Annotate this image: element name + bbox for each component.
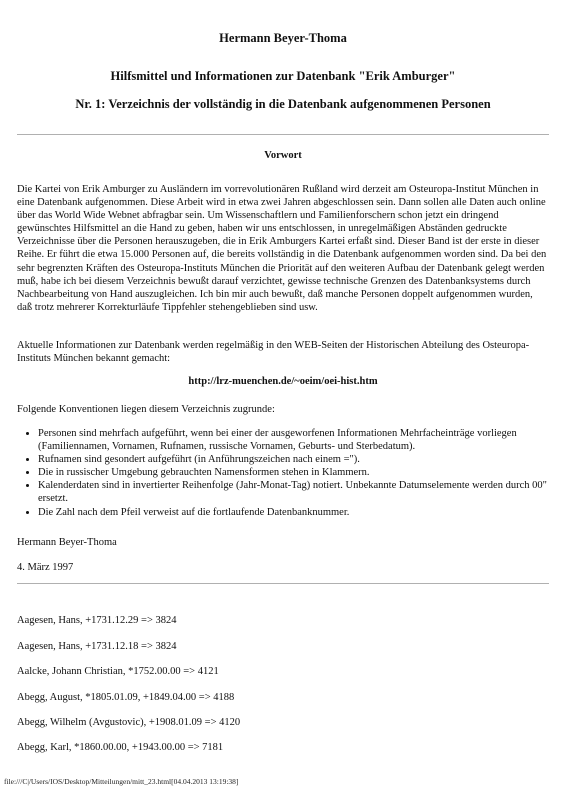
list-item: • Die Zahl nach dem Pfeil verweist auf die fortlaufende Datenbanknummer. bbox=[38, 506, 553, 519]
document-subtitle: Nr. 1: Verzeichnis der vollständig in die Datenbank aufgenommenen Personen bbox=[75, 97, 491, 111]
vorwort-paragraph: Die Kartei von Erik Amburger zu Ausländern im vorrevolutionären Rußland wird derzeit am Osteuropa-Institut München in eine Datenbank aufgenommen. Diese Arbeit wird in etwa zwei Jahren abgeschlossen sein. Dann sollen alle Daten auch online über das World Wide Webnet abfragbar sein. Um Wissenschaftlern und Familienforschern schon jetzt ein dringend gewünschtes Hilfsmittel an die Hand zu geben, haben wir uns entschlossen, in unregelmäßigen Abständen gedruckte Verzeichnisse über die Personen herauszugeben, die in Erik Amburgers Kartei erfaßt sind. Dieser Band ist der erste in dieser Reihe. Er führt die etwa 15.000 Personen auf, die bereits vollständig in die Datenbank aufgenommen worden sind. Da bei den sehr begrenzten Kräften des Osteuropa-Instituts München die Priorität auf den weiteren Aufbau der Datenbank gelegt werden muß, habe ich bei diesem Verzeichnis bewußt darauf verzichtet, gewisse technische Grenzen des Datenbanksystems durch Nachbearbeitung von Hand auszugleichen. Ich bin mir auch bewußt, daß manche Personen doppelt aufgenommen wurden, daß trotz mehrerer Korrekturläufe Tippfehler stehengeblieben sind usw. bbox=[17, 184, 547, 313]
page-footer: file:///C|/Users/IOS/Desktop/Mitteilungen/mitt_23.html[04.04.2013 13:19:38] bbox=[4, 777, 239, 786]
website-link[interactable]: http://lrz-muenchen.de/~oeim/oei-hist.htm bbox=[188, 376, 378, 387]
info-paragraph: Aktuelle Informationen zur Datenbank werden regelmäßig in den WEB-Seiten der Historischen Abteilung des Osteuropa-Instituts München bekannt gemacht: bbox=[17, 340, 530, 365]
author-heading: Hermann Beyer-Thoma bbox=[219, 31, 347, 45]
list-item: • Die in russischer Umgebung gebrauchten Namensformen stehen in Klammern. bbox=[38, 466, 553, 479]
vorwort-heading: Vorwort bbox=[264, 150, 302, 161]
signature-date: 4. März 1997 bbox=[17, 562, 74, 573]
conventions-list bbox=[17, 427, 553, 519]
list-item: Aagesen, Hans, +1731.12.18 => 3824 bbox=[17, 641, 177, 652]
list-item: • Rufnamen sind gesondert aufgeführt (in Anführungszeichen nach einem ="). bbox=[38, 453, 553, 466]
list-item: Aalcke, Johann Christian, *1752.00.00 => 4121 bbox=[17, 666, 219, 677]
conventions-intro: Folgende Konventionen liegen diesem Verzeichnis zugrunde: bbox=[17, 404, 275, 415]
list-item: Abegg, Karl, *1860.00.00, +1943.00.00 => 7181 bbox=[17, 742, 224, 753]
divider-top bbox=[17, 134, 549, 135]
list-item: • Kalenderdaten sind in invertierter Reihenfolge (Jahr-Monat-Tag) notiert. Unbekannte Datumselemente werden durch 00" ersetzt. bbox=[38, 479, 553, 505]
list-item: Abegg, Wilhelm (Avgustovic), +1908.01.09 => 4120 bbox=[17, 717, 241, 728]
signature-name: Hermann Beyer-Thoma bbox=[17, 537, 117, 548]
list-item: Aagesen, Hans, +1731.12.29 => 3824 bbox=[17, 615, 177, 626]
list-item: • Personen sind mehrfach aufgeführt, wenn bei einer der ausgeworfenen Informationen Mehrfacheinträge vorliegen (Familiennamen, Vornamen, Rufnamen, russische Vornamen, Geburts- und Sterbedatum). bbox=[38, 427, 553, 453]
divider-bottom bbox=[17, 583, 549, 584]
document-title: Hilfsmittel und Informationen zur Datenbank "Erik Amburger" bbox=[110, 69, 456, 83]
list-item: Abegg, August, *1805.01.09, +1849.04.00 => 4188 bbox=[17, 692, 235, 703]
